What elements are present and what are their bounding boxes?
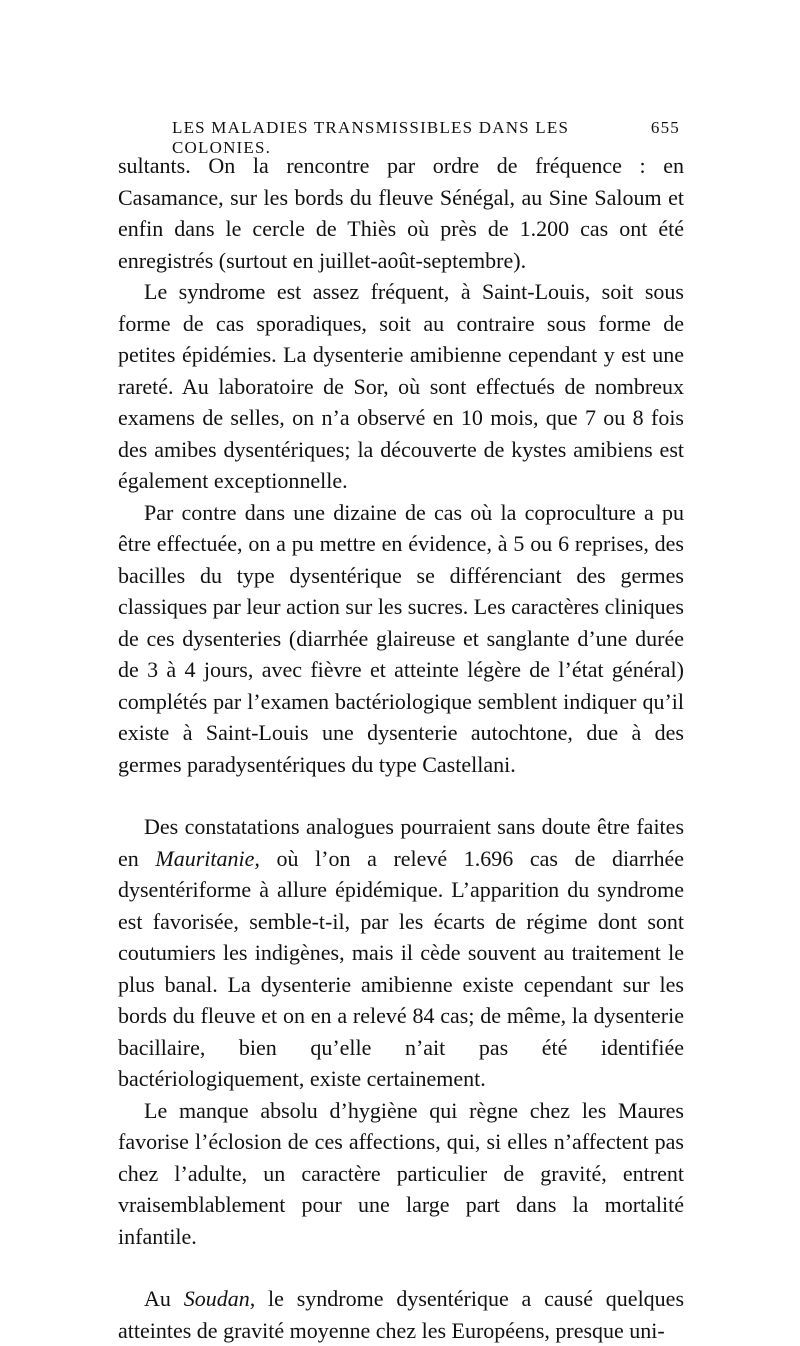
paragraph-6-text-before: Au	[144, 1286, 184, 1311]
paragraph-2: Le syndrome est assez fréquent, à Saint-Louis, soit sous forme de cas sporadiques, soit au contraire sous forme de petites épidémies. La dysenterie amibienne cependant y est une rareté. Au laboratoire de Sor, où sont effectués de nombreux examens de selles, on n’a observé en 10 mois, que 7 ou 8 fois des amibes dysentériques; la découverte de kystes amibiens est également exceptionnelle.	[118, 279, 684, 493]
paragraph-6	[118, 1283, 684, 1346]
paragraph-4-text-before: Des constatations analogues pourraient sans doute être faites en	[118, 814, 684, 871]
running-title: LES MALADIES TRANSMISSIBLES DANS LES COLONIES.	[172, 118, 570, 157]
paragraph-4	[118, 811, 684, 1095]
body-text	[118, 150, 684, 1346]
page-number: 655	[650, 118, 680, 137]
place-name-soudan: Soudan,	[183, 1286, 256, 1311]
paragraph-6-text-after: le syndrome dysentérique a causé quelques atteintes de gravité moyenne chez les Européens, presque uni-	[118, 1286, 685, 1343]
paragraph-3: Par contre dans une dizaine de cas où la coproculture a pu être effectuée, on a pu mettre en évidence, à 5 ou 6 reprises, des bacilles du type dysentérique se différenciant des germes classiques par leur action sur les sucres. Les caractères cliniques de ces dysenteries (diarrhée glaireuse et sanglante d’une durée de 3 à 4 jours, avec fièvre et atteinte légère de l’état général) complétés par l’examen bactériologique semblent indiquer qu’il existe à Saint-Louis une dysenterie autochtone, due à des germes paradysentériques du type Castellani.	[118, 499, 684, 777]
place-name-mauritanie: Mauritanie,	[155, 845, 260, 871]
paragraph-1: sultants. On la rencontre par ordre de fréquence : en Casamance, sur les bords du fleuve Sénégal, au Sine Saloum et enfin dans le cercle de Thiès où près de 1.200 cas ont été enregistrés (surtout en juillet-août-septembre).	[118, 153, 684, 273]
paragraph-5: Le manque absolu d’hygiène qui règne chez les Maures favorise l’éclosion de ces affections, qui, si elles n’affectent pas chez l’adulte, un caractère particulier de gravité, entrent vraisemblablement pour une large part dans la mortalité infantile.	[118, 1097, 684, 1249]
paragraph-4-text-after: où l’on a relevé 1.696 cas de diarrhée dysentériforme à allure épidémique. L’apparition du syndrome est favorisée, semble-t-il, par les écarts de régime dont sont coutumiers les indigènes, mais il cède souvent au traitement le plus banal. La dysenterie amibienne existe cependant sur les bords du fleuve et on en a relevé 84 cas; de même, la dysenterie bacillaire, bien qu’elle n’ait pas été identifiée bactériologiquement, existe certainement.	[118, 845, 685, 1091]
